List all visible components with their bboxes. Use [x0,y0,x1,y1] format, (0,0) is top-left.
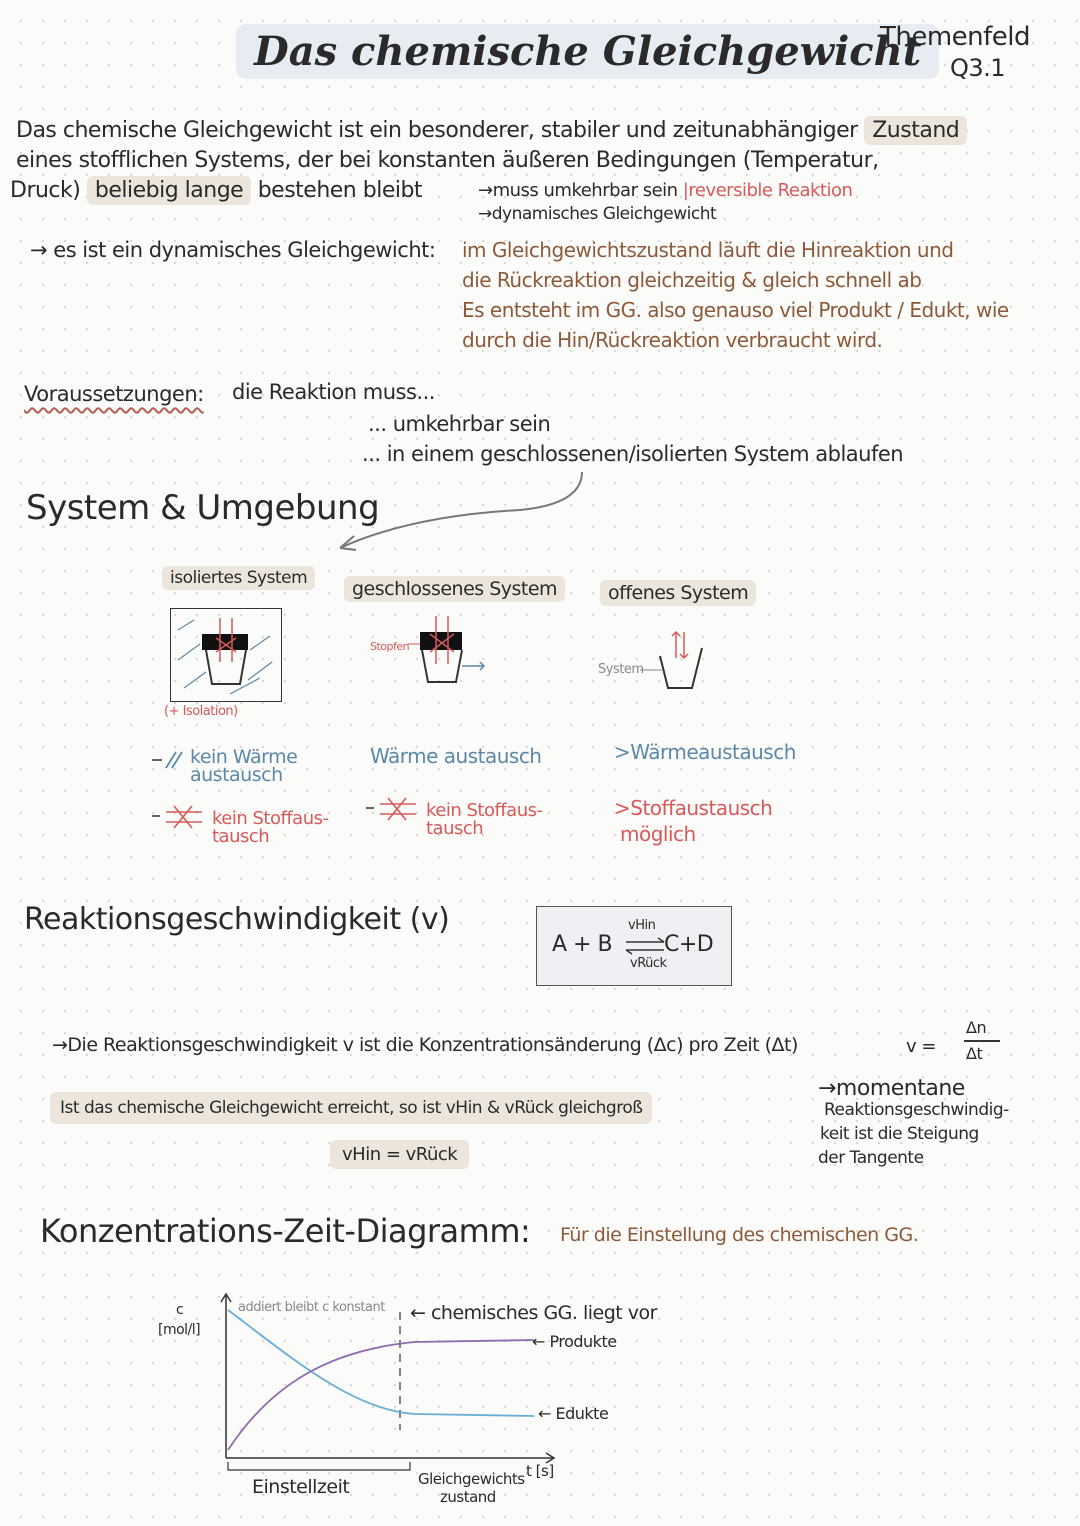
prereq-item-1: ... umkehrbar sein [368,412,551,436]
dynamic-text-1: im Gleichgewichtszustand läuft die Hinreaktion und [462,238,954,262]
closed-system-title: geschlossenes System [344,576,565,602]
stopper-label: Stopfen [370,640,410,653]
diagram-subheading: Für die Einstellung des chemischen GG. [560,1224,919,1246]
definition-text: eines stofflichen Systems, der bei konstanten äußeren Bedingungen (Temperatur, [16,148,879,173]
educts-label: ← Edukte [538,1404,609,1423]
open-matter-1: >Stoffaustausch [614,796,773,820]
system-label: System [598,662,644,677]
formula-fraction-bar [964,1040,1000,1042]
dynamic-text-4: durch die Hin/Rückreaktion verbraucht wird. [462,328,883,352]
prereq-item-2: ... in einem geschlossenen/isolierten System ablaufen [362,442,904,466]
isolation-label: (+ Isolation) [164,704,238,719]
open-system-title: offenes System [600,580,756,606]
tangent-note-4: der Tangente [818,1148,924,1168]
dynamic-text-3: Es entsteht im GG. also genauso viel Produkt / Edukt, wie [462,298,1009,322]
equilibrium-arrows-icon [622,936,668,956]
v-hin-label: vHin [628,918,656,933]
open-matter-2: möglich [620,822,696,846]
diagram-heading: Konzentrations-Zeit-Diagramm: [40,1212,531,1250]
systems-heading: System & Umgebung [26,488,380,528]
no-matter-icon [362,796,422,822]
open-beaker-icon [640,626,720,696]
arrow-text: →muss umkehrbar sein [478,180,678,201]
tangent-note-3: keit ist die Steigung [820,1124,979,1144]
isolated-system-title: isoliertes System [162,566,315,590]
page-title: Das chemische Gleichgewicht [236,24,939,79]
reversible-arrow [478,180,852,201]
formula-numerator: Δn [966,1018,987,1037]
tangent-note-1: →momentane [818,1076,965,1101]
rate-definition: →Die Reaktionsgeschwindigkeit v ist die Konzentrationsänderung (Δc) pro Zeit (Δt) [52,1034,798,1056]
rate-heading: Reaktionsgeschwindigkeit (v) [24,902,450,937]
equation-left: A + B [552,932,613,957]
definition-text: bestehen bleibt [257,178,423,203]
tangent-note-2: Reaktionsgeschwindig- [824,1100,1009,1120]
y-axis-unit: [mol/l] [158,1322,201,1338]
v-rueck-label: vRück [630,956,667,971]
isolated-heat: kein Wärme austausch [190,746,298,786]
isolated-beaker-icon [170,600,282,700]
equilibrium-state-label-1: Gleichgewichts [418,1470,525,1488]
reversible-label: |reversible Reaktion [682,180,853,201]
y-axis-label: c [176,1302,184,1318]
equilibrium-statement: Ist das chemische Gleichgewicht erreicht, so ist vHin & vRück gleichgroß [50,1092,652,1124]
closed-heat: Wärme austausch [370,744,542,768]
equation-right: C+D [664,932,714,957]
definition-text: Das chemische Gleichgewicht ist ein besonderer, stabiler und zeitunabhängiger [16,118,858,143]
topic-label: Themenfeld [880,22,1031,52]
topic-number: Q3.1 [950,54,1006,82]
prereq-label: Voraussetzungen: [24,382,204,406]
definition-line-3 [10,178,422,203]
setup-time-label: Einstellzeit [252,1476,350,1498]
dynamic-text-2: die Rückreaktion gleichzeitig & gleich schnell ab [462,268,922,292]
isolated-matter: kein Stoffaus- tausch [212,808,329,847]
equilibrium-equation: vHin = vRück [330,1140,469,1169]
x-axis-label: t [s] [526,1462,554,1480]
no-heat-icon [148,748,188,772]
product-curve [228,1340,534,1450]
products-label: ← Produkte [532,1332,617,1351]
definition-line-2 [16,148,879,173]
prereq-intro: die Reaktion muss... [232,380,435,404]
definition-text: Druck) [10,178,81,203]
equilibrium-state-label-2: zustand [440,1488,496,1506]
definition-highlight: beliebig lange [87,176,251,205]
top-note: addiert bleibt c konstant [238,1300,385,1315]
open-heat: >Wärmeaustausch [614,740,796,764]
closed-matter: kein Stoffaus- tausch [426,800,543,839]
formula-denominator: Δt [966,1044,983,1063]
dynamic-arrow: →dynamisches Gleichgewicht [478,204,717,224]
definition-line-1 [16,118,967,143]
closed-beaker-icon [400,604,500,694]
educt-curve [228,1310,534,1416]
no-matter-icon [148,804,208,830]
equilibrium-note: ← chemisches GG. liegt vor [410,1302,657,1324]
formula-v: v = [906,1036,936,1057]
dynamic-lead: → es ist ein dynamisches Gleichgewicht: [30,238,436,262]
definition-highlight: Zustand [864,116,967,145]
